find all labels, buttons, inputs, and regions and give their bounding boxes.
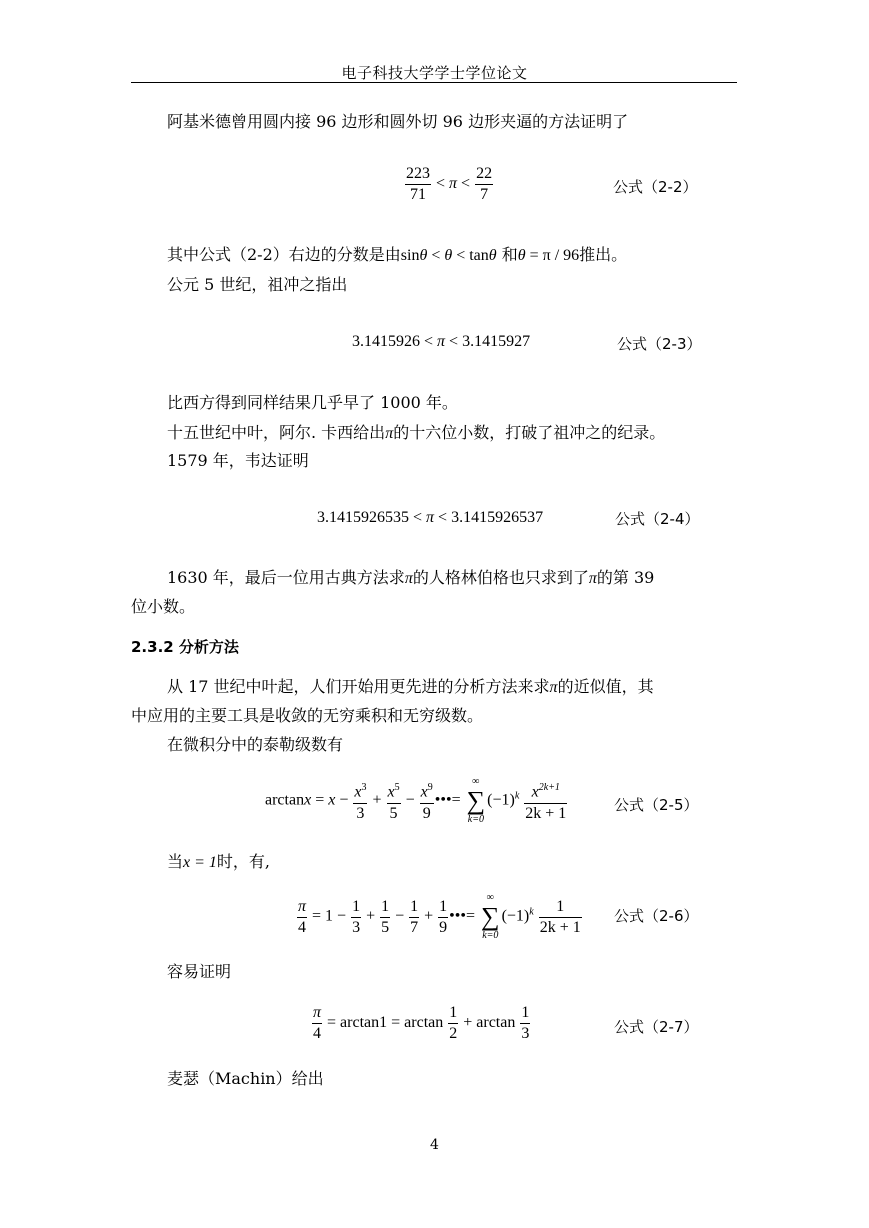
fraction: $\frac{1}{9}$	[439, 897, 448, 936]
paragraph-line: 在微积分中的泰勒级数有	[167, 735, 344, 754]
fraction: $\frac{223}{71}$	[406, 165, 430, 203]
equation-number: 公式（2-7）	[614, 1018, 699, 1036]
paragraph-line: 1630 年，最后一位用古典方法求π的人格林伯格也只求到了π的第 39	[167, 568, 655, 587]
equation-number: 公式（2-6）	[614, 907, 699, 925]
paragraph-line: 比西方得到同样结果几乎早了 1000 年。	[167, 393, 458, 412]
paragraph-line: 其中公式（2-2）右边的分数是由sinθ < θ < tanθ 和θ = π / 96推出。	[167, 245, 628, 264]
fraction: $\frac{1}{2}$	[449, 1004, 458, 1042]
paragraph-line: 容易证明	[167, 962, 232, 981]
equation-2-3: 3.1415926 < π < 3.1415927	[352, 333, 531, 350]
fraction: $\frac{1}{2k + 1}$	[539, 897, 581, 936]
fraction: $\frac{1}{5}$	[381, 897, 390, 936]
fraction: $\frac{x^{2k+1}}{2k + 1}$	[524, 778, 567, 823]
equation-2-2: $\frac{223}{71}$ < π < $\frac{22}{7}$	[406, 165, 493, 203]
fraction: $\frac{1}{3}$	[352, 897, 361, 936]
fraction: $\frac{1}{7}$	[410, 897, 419, 936]
paragraph-line: 麦瑟（Machin）给出	[167, 1069, 324, 1088]
equation-number: 公式（2-2）	[613, 178, 698, 196]
equation-2-7: $\frac{\pi}{4}$ = arctan1 = arctan $\frac{1}{2}$ + arctan $\frac{1}{3}$	[313, 1004, 530, 1042]
equation-number: 公式（2-4）	[615, 510, 700, 528]
paragraph-line: 从 17 世纪中叶起，人们开始用更先进的分析方法来求π的近似值，其	[167, 677, 654, 696]
fraction: $\frac{\pi}{4}$	[313, 1004, 322, 1042]
fraction: $\frac{x^3}{3}$	[353, 778, 367, 823]
summation: ∞ ∑ k=0	[481, 892, 500, 941]
page-number: 4	[430, 1137, 439, 1153]
paragraph-line: 中应用的主要工具是收敛的无穷乘积和无穷级数。	[131, 706, 484, 725]
paragraph-line: 十五世纪中叶，阿尔. 卡西给出π的十六位小数，打破了祖冲之的纪录。	[167, 423, 666, 442]
paragraph-line: 公元 5 世纪，祖冲之指出	[167, 275, 348, 294]
section-heading: 2.3.2 分析方法	[131, 638, 239, 656]
summation: ∞ ∑ k=0	[466, 776, 486, 825]
fraction: $\frac{x^5}{5}$	[387, 778, 401, 823]
equation-2-4: 3.1415926535 < π < 3.1415926537	[317, 509, 544, 526]
running-header: 电子科技大学学士学位论文	[341, 64, 528, 82]
fraction: $\frac{22}{7}$	[476, 165, 493, 203]
equation-2-5: arctanx = x − $\frac{x^3}{3}$ + $\frac{x^5}{5}$ − $\frac{x^9}{9}$ •••= ∞ ∑ k=0 $(-1)^k$ $\frac{x^{2k+1}}{2k + 1}$	[265, 776, 567, 825]
fraction: $\frac{\pi}{4}$	[298, 897, 307, 936]
paragraph-line: 1579 年，韦达证明	[167, 451, 309, 470]
fraction: $\frac{1}{3}$	[521, 1004, 530, 1042]
paragraph-line: 当x = 1时，有,	[167, 852, 271, 871]
paragraph-line: 位小数。	[131, 597, 196, 616]
equation-number: 公式（2-5）	[614, 796, 699, 814]
header-rule	[131, 82, 737, 83]
equation-number: 公式（2-3）	[617, 335, 702, 353]
fraction: $\frac{x^9}{9}$	[420, 778, 434, 823]
equation-2-6: $\frac{\pi}{4}$ = 1 − $\frac{1}{3}$ + $\frac{1}{5}$ − $\frac{1}{7}$ + $\frac{1}{9}$ •••= ∞ ∑ k=0 $(-1)^k$ $\frac{1}{2k + 1}$	[298, 892, 581, 941]
paragraph-line: 阿基米德曾用圆内接 96 边形和圆外切 96 边形夹逼的方法证明了	[167, 112, 629, 131]
